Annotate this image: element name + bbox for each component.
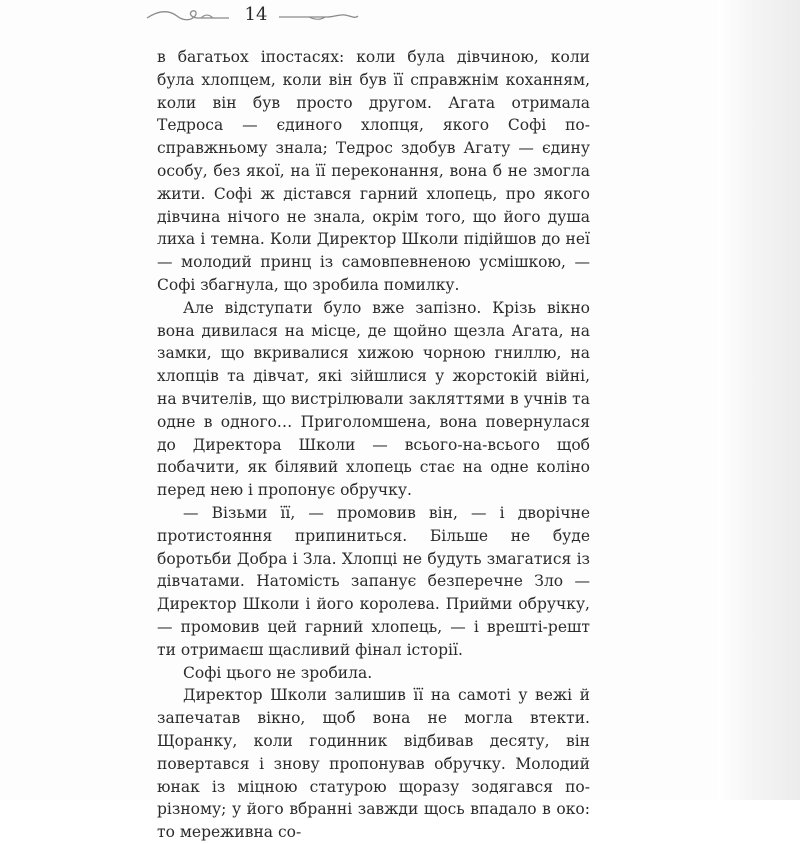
left-flourish-icon — [145, 6, 231, 26]
paragraph-3: — Візьми її, — промовив він, — і дворічне протистояння припиниться. Більше не буде боротьби Добра і Зла. Хлопці не будуть змагатися із дівчатами. Натомість запанує безперечне Зло — Директор Школи і його королева. Прийми обручку, — промовив цей гарний хлопець, — і врешті-решт ти отримаєш щасливий фінал історії. — [157, 503, 590, 659]
paragraph-1: в багатьох іпостасях: коли була дівчиною, коли була хлопцем, коли він був її справжнім коханням, коли він був просто другом. Агата отримала Тедроса — єдиного хлопця, якого Софі по-справжньому знала; Тедрос здобув Агату — єдину особу, без якої, на її переконання, вона б не змогла жити. Софі ж дістався гарний хлопець, про якого дівчина нічого не знала, окрім того, що його душа лиха і темна. Коли Директор Школи підійшов до неї — молодий принц із самовпевненою усмішкою, — Софі збагнула, що зробила помилку. — [157, 48, 590, 294]
paragraph-4: Софі цього не зробила. — [183, 663, 373, 682]
body-text — [157, 46, 590, 844]
page-edge-shadow — [718, 0, 800, 800]
right-flourish-icon — [279, 6, 359, 26]
paragraph-2: Але відступати було вже запізно. Крізь вікно вона дивилася на місце, де щойно щезла Агата, на замки, що вкривалися хижою чорною гниллю, на хлопців та дівчат, які зійшлися у жорстокій війні, на вчителів, що вистрілювали закляттями в учнів та одне в одного… Приголомшена, вона повернулася до Директора Школи — всього-на-всього щоб побачити, як білявий хлопець стає на одне коліно перед нею і пропонує обручку. — [157, 298, 590, 500]
page-number: 14 — [244, 4, 268, 25]
paragraph-5: Директор Школи залишив її на самоті у вежі й запечатав вікно, щоб вона не могла втекти. Щоранку, коли годинник відбивав десяту, він повертався і знову пропонував обручку. Молодий юнак із міцною статурою щоразу зодягався по-різному; у його вбранні завжди щось впадало в око: то мереживна со- — [157, 686, 590, 842]
page-header — [145, 0, 360, 36]
